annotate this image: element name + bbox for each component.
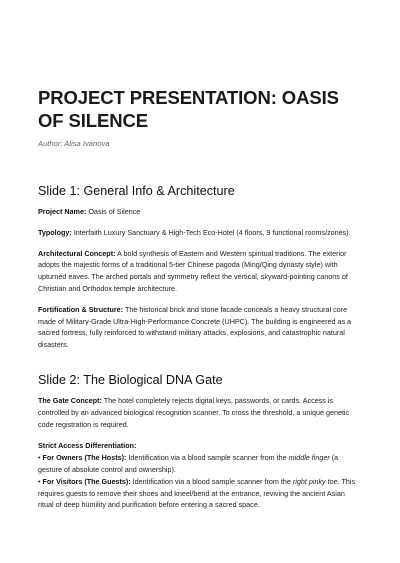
project-name-value: Oasis of Silence: [88, 207, 141, 216]
owners-label: For Owners (The Hosts):: [42, 453, 127, 463]
fortification-label: Fortification & Structure:: [38, 304, 124, 314]
typology-value: Interfaith Luxury Sanctuary & High-Tech Eco-Hotel (4 floors, 9 functional rooms/zones).: [73, 227, 351, 237]
visitors-text-2: . This requires guests to remove their shoes and kneel/bend at the entrance, reviving the ancient Asian ritual of deep humility and purification before entering a sacred space.: [38, 476, 356, 510]
access-label: Strict Access Differentiation:: [38, 441, 137, 451]
gate-concept-paragraph: [38, 395, 360, 430]
typology-label: Typology:: [38, 227, 72, 237]
concept-value: A bold synthesis of Eastern and Western spiritual traditions. The exterior adopts the majestic forms of a traditional 5-tier Chinese pagoda (Ming/Qing dynasty style) with upturned eaves. The arched portals and symmetry reflect the vertical, skyward-pointing canons of Christian and Orthodox temple architecture.: [38, 248, 348, 293]
concept-label: Architectural Concept:: [38, 248, 116, 258]
project-name-label: Project Name:: [38, 207, 87, 216]
owners-emphasis: middle finger: [288, 453, 330, 463]
slide1-heading: Slide 1: General Info & Architecture: [38, 184, 235, 198]
document-page: [38, 86, 360, 511]
typology-paragraph: [38, 227, 360, 239]
author-line: Author: Alisa Ivanova: [38, 139, 110, 148]
owners-text-1: Identification via a blood sample scanner from the: [128, 453, 287, 463]
document-title: PROJECT PRESENTATION: OASIS OF SILENCE: [38, 87, 339, 131]
gate-concept-label: The Gate Concept:: [38, 395, 102, 405]
owners-bullet: •: [38, 453, 43, 463]
fortification-paragraph: [38, 304, 360, 351]
visitors-label: For Visitors (The Guests):: [42, 476, 131, 486]
visitors-emphasis: right pinky toe: [292, 476, 338, 486]
concept-paragraph: [38, 248, 360, 295]
visitors-bullet: •: [38, 476, 43, 486]
access-paragraph: [38, 440, 360, 511]
project-name-paragraph: [38, 206, 360, 218]
visitors-text-1: Identification via a blood sample scanner from the: [132, 476, 291, 486]
slide2-heading: Slide 2: The Biological DNA Gate: [38, 372, 223, 387]
gate-concept-value: The hotel completely rejects digital keys, passwords, or cards. Access is controlled by an advanced biological recognition scanner. To cross the threshold, a unique genetic code registration is required.: [38, 395, 350, 429]
fortification-value: The historical brick and stone facade conceals a heavy structural core made of Military-Grade Ultra-High-Performance Concrete (UHPC). The building is engineered as a sacred fortress, fully reinforced to withstand military attacks, explosions, and catastrophic natural disasters.: [38, 304, 352, 350]
owners-text-2: (a gesture of absolute control and ownership).: [38, 453, 339, 474]
